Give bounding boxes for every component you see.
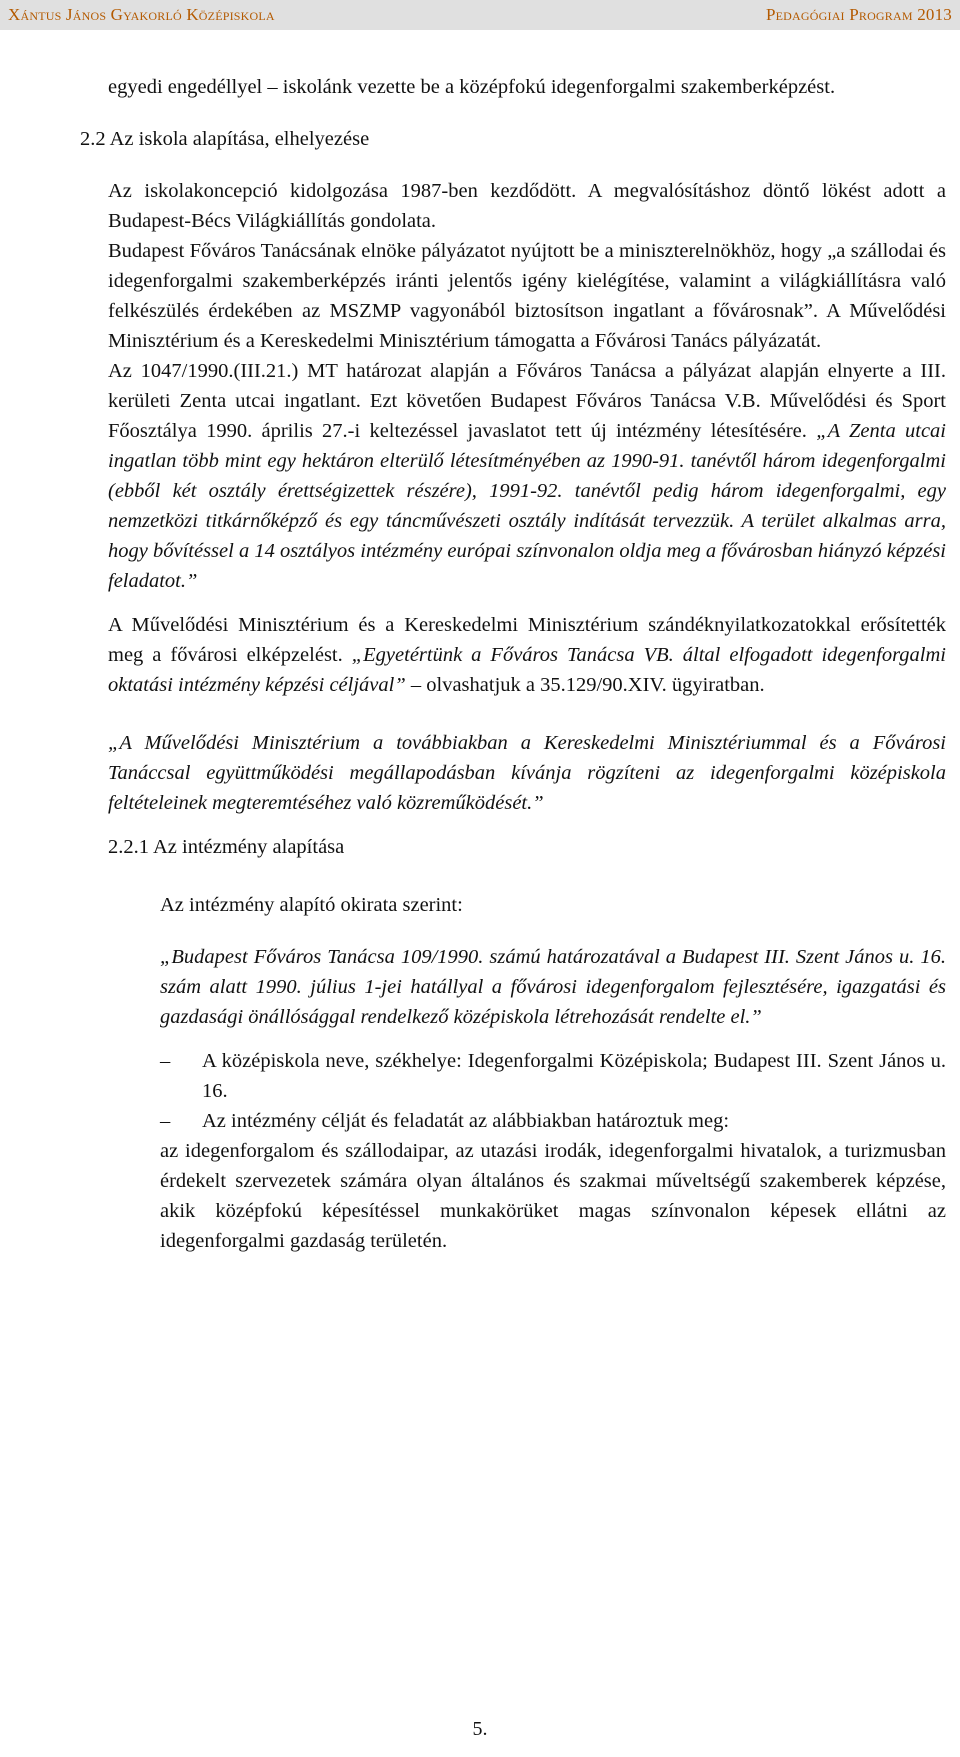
ministries-quote: „Egyetértünk a Főváros Tanácsa VB. által elfogadott idegenforgalmi oktatási intézmény képzési céljával” — [108, 644, 946, 696]
paragraph-ministries — [108, 610, 946, 700]
dash-bullet: – — [160, 1110, 171, 1132]
list-item-text: A középiskola neve, székhelye: Idegenforgalmi Középiskola; Budapest III. Szent János u. 16. — [202, 1050, 946, 1102]
resolution-quote: „A Zenta utcai ingatlan több mint egy hektáron elterülő létesítményében az 1990-91. tanévtől három idegenforgalmi (ebből két osztály érettségizettek részére), 1991-92. tanévtől pedig három idegenforgalmi, egy nemzetközi titkárnőképző és egy táncművészeti osztály indítását tervezzük. A terület alkalmas arra, hogy bővítéssel a 14 osztályos intézmény európai színvonalon oldja meg a fővárosban hiányzó képzési feladatot.” — [108, 420, 946, 592]
header-school-name: Xántus János Gyakorló Középiskola — [8, 5, 275, 24]
header-program-title: Pedagógiai Program 2013 — [765, 5, 952, 24]
section-heading-2-2: 2.2 Az iskola alapítása, elhelyezése — [80, 128, 370, 150]
section-heading-2-2-1: 2.2.1 Az intézmény alapítása — [108, 836, 345, 858]
page-number: 5. — [472, 1718, 488, 1740]
ministries-text: A Művelődési Minisztérium és a Kereskedelmi Minisztérium szándéknyilatkozatokkal erősítették meg a fővárosi elképzelést. — [108, 614, 946, 666]
page-body — [80, 72, 946, 1256]
dash-bullet: – — [160, 1050, 171, 1072]
paragraph-application: Budapest Főváros Tanácsának elnöke pályázatot nyújtott be a miniszterelnökhöz, hogy „a szállodai és idegenforgalmi szakemberképzés iránti jelentős igény kielégítése, valamint a világkiállításra való felkészülés érdekében az MSZMP vagyonából biztosítson ingatlant a fővárosnak”. A Művelődési Minisztérium és a Kereskedelmi Minisztérium támogatta a Fővárosi Tanács pályázatát. — [108, 240, 946, 352]
list-item-goals — [160, 1106, 946, 1136]
paragraph-concept: Az iskolakoncepció kidolgozása 1987-ben kezdődött. A megvalósításhoz döntő lökést adott a Budapest-Bécs Világkiállítás gondolata. — [108, 180, 946, 232]
paragraph-founding-quote: „Budapest Főváros Tanácsa 109/1990. számú határozatával a Budapest III. Szent János u. 16. szám alatt 1990. július 1-jei hatállyal a fővárosi idegenforgalom fejlesztésére, igazgatási és gazdasági önállósággal rendelkező középiskola létrehozását rendelte el.” — [160, 946, 946, 1028]
paragraph-founding-charter: Az intézmény alapító okirata szerint: — [160, 894, 463, 916]
paragraph-cooperation-quote: „A Művelődési Minisztérium a továbbiakban a Kereskedelmi Minisztériummal és a Fővárosi Tanáccsal együttműködési megállapodásban kívánja rögzíteni az idegenforgalmi középiskola feltételeinek megteremtéséhez való közreműködését.” — [108, 732, 946, 814]
page-header — [0, 0, 960, 30]
list-item-text: Az intézmény célját és feladatát az alábbiakban határoztuk meg: — [202, 1110, 730, 1132]
paragraph-goals-detail: az idegenforgalom és szállodaipar, az utazási irodák, idegenforgalmi hivatalok, a turizmusban érdekelt szervezetek számára olyan általános és szakmai műveltségű szakemberek képzése, akik középfokú képesítéssel munkakörüket magas színvonalon képesek ellátni az idegenforgalmi gazdaság területén. — [160, 1140, 946, 1252]
paragraph-resolution — [108, 356, 946, 596]
resolution-text: Az 1047/1990.(III.21.) MT határozat alapján a Főváros Tanácsa a pályázat alapján elnyerte a III. kerületi Zenta utcai ingatlant. Ezt követően Budapest Főváros Tanácsa V.B. Művelődési és Sport Főosztálya 1990. április 27.-i keltezéssel javaslatot tett új intézmény létesítésére. — [108, 360, 946, 442]
ministries-tail: – olvashatjuk a 35.129/90.XIV. ügyiratban. — [405, 674, 765, 696]
paragraph-intro: egyedi engedéllyel – iskolánk vezette be a középfokú idegenforgalmi szakemberképzést. — [108, 76, 836, 98]
list-item-school-name — [160, 1046, 946, 1106]
